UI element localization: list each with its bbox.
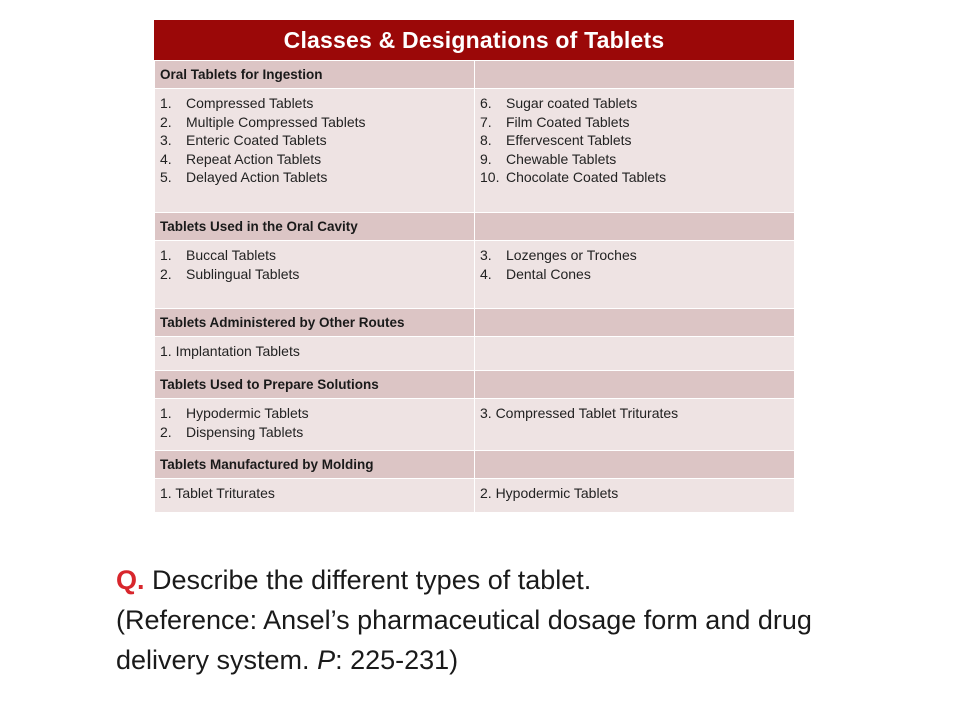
section-heading-empty [475,371,795,399]
list-item [160,94,469,113]
list-item-number: 2. [160,113,172,130]
reference-text: (Reference: Ansel’s pharmaceutical dosage form and drug delivery system. [116,605,812,675]
list-item-text: Lozenges or Troches [506,247,637,263]
list-item-number: 5. [160,169,172,185]
list-item-number: 8. [480,132,492,148]
list-item-text: Sugar coated Tablets [506,95,638,111]
list-item-text: Compressed Tablets [186,95,314,111]
list-item-number: 4. [480,265,492,282]
list-item-text: Repeat Action Tablets [186,150,322,167]
list-item-number: 10. [480,169,500,185]
list-item [160,113,469,132]
list-item-text: Hypodermic Tablets [186,405,309,421]
section-left-cell [155,241,475,309]
list-item-number: 1. [160,405,172,421]
page-range: : 225-231) [335,645,459,675]
section-body-row [155,241,795,309]
list-item [480,113,789,132]
list-item [160,131,469,150]
section-header-row [155,309,795,337]
list-item-number: 9. [480,150,492,167]
list-item [160,342,469,361]
list-item [160,168,469,187]
section-left-cell [155,337,475,371]
list-item [160,423,469,442]
list-item [480,168,789,187]
question-block [116,560,856,680]
list-item-text: Delayed Action Tablets [186,169,328,185]
list-item-number: 2. [160,265,172,282]
list-item-number: 3. [160,132,172,148]
list-item-number: 6. [480,95,492,111]
list-item-text: Sublingual Tablets [186,265,300,282]
list-item-number: 1. [160,95,172,111]
section-left-cell [155,399,475,451]
section-heading-empty [475,309,795,337]
list-item [480,150,789,169]
section-header-row [155,61,795,89]
list-item-text: Multiple Compressed Tablets [186,113,366,130]
classes-table-grid [154,60,795,513]
page-label: P [317,645,336,675]
section-header-row [155,371,795,399]
section-header-row [155,213,795,241]
list-item-text: 3. Compressed Tablet Triturates [480,405,679,421]
list-item-text: Chewable Tablets [506,150,617,167]
list-item [160,404,469,423]
list-item [480,484,789,503]
list-item [480,265,789,284]
section-header-row [155,451,795,479]
list-item-text: 1. Implantation Tablets [160,343,300,359]
section-right-cell [475,479,795,513]
list-item-text: Enteric Coated Tablets [186,132,327,148]
list-item-text: Buccal Tablets [186,247,277,263]
section-heading-empty [475,61,795,89]
list-item-text: Dental Cones [506,265,591,282]
list-item-number: 7. [480,113,492,130]
list-item [160,246,469,265]
section-body-row [155,399,795,451]
section-heading-empty [475,451,795,479]
section-left-cell [155,89,475,213]
list-item-text: Film Coated Tablets [506,113,630,130]
section-body-row [155,479,795,513]
list-item-text: Effervescent Tablets [506,132,632,148]
section-right-cell [475,337,795,371]
tablet-classes-table [154,20,794,513]
list-item-number: 3. [480,247,492,263]
list-item [160,150,469,169]
question-marker: Q. [116,565,145,595]
section-heading: Tablets Used in the Oral Cavity [155,213,475,241]
section-heading-empty [475,213,795,241]
list-item-text: Dispensing Tablets [186,423,304,440]
section-left-cell [155,479,475,513]
section-heading: Tablets Used to Prepare Solutions [155,371,475,399]
list-item-number: 2. [160,423,172,440]
section-heading: Tablets Manufactured by Molding [155,451,475,479]
list-item [480,131,789,150]
list-item [160,484,469,503]
section-heading: Oral Tablets for Ingestion [155,61,475,89]
list-item-text: 2. Hypodermic Tablets [480,485,619,501]
section-body-row [155,337,795,371]
list-item [160,265,469,284]
list-item-number: 1. [160,247,172,263]
list-item [480,246,789,265]
list-item [480,404,789,423]
section-right-cell [475,241,795,309]
section-heading: Tablets Administered by Other Routes [155,309,475,337]
list-item-text: Chocolate Coated Tablets [506,169,667,185]
list-item-text: 1. Tablet Triturates [160,485,275,501]
question-text: Describe the different types of tablet. [152,565,592,595]
section-body-row [155,89,795,213]
table-title: Classes & Designations of Tablets [154,20,794,60]
list-item-number: 4. [160,150,172,167]
list-item [480,94,789,113]
section-right-cell [475,399,795,451]
section-right-cell [475,89,795,213]
